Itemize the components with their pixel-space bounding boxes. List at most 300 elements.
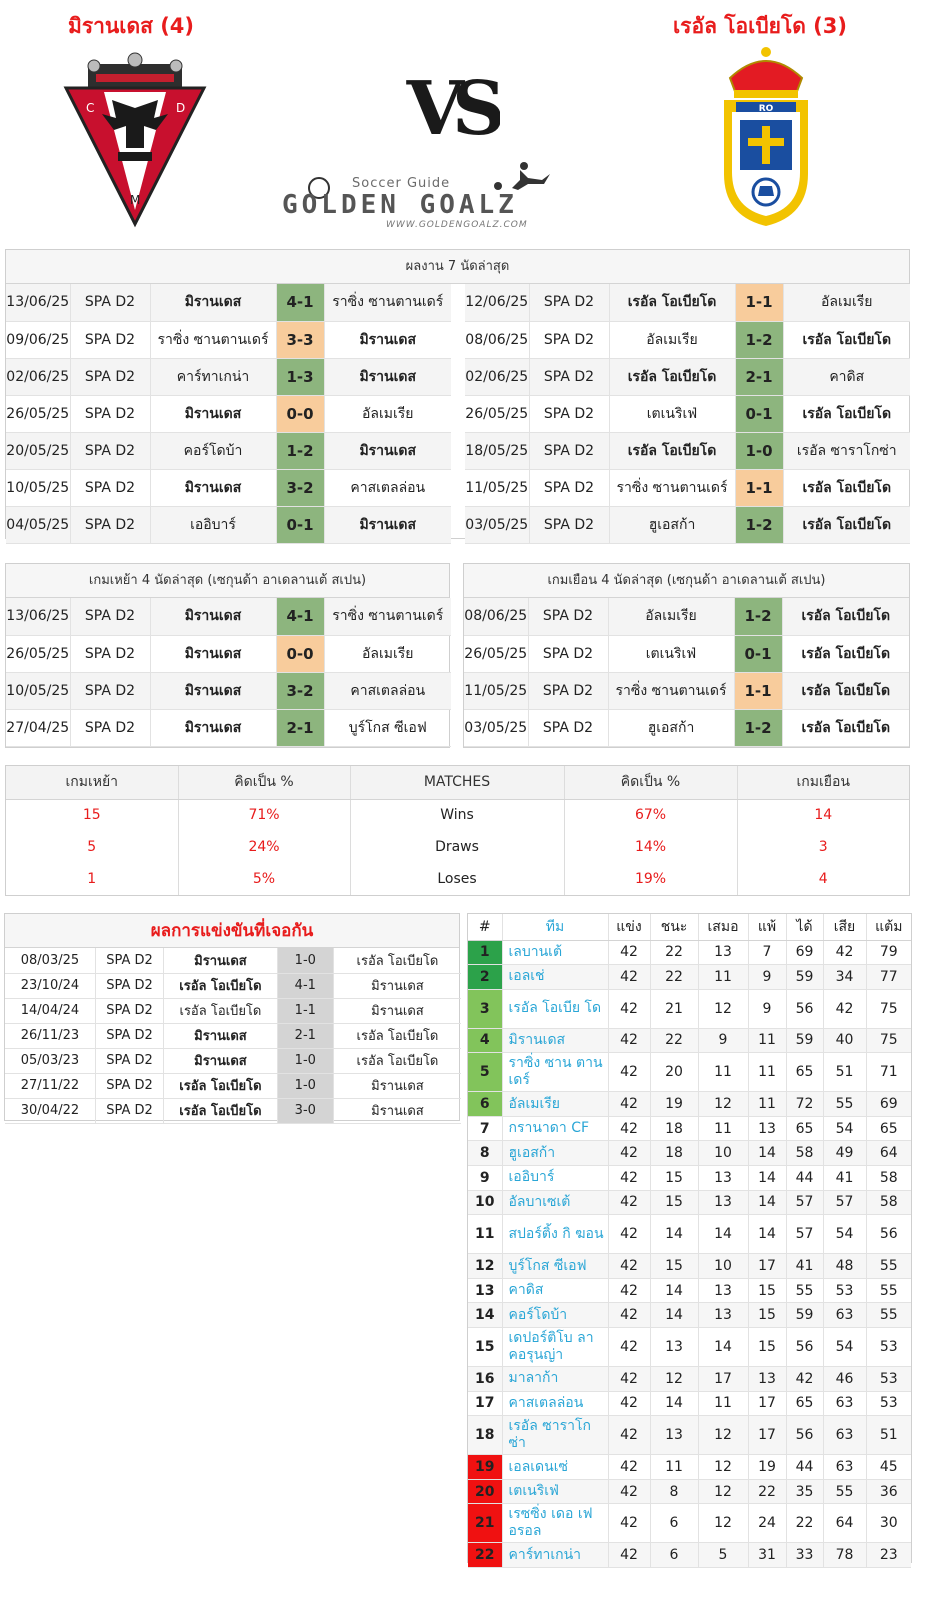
league-won: 15 [650,1190,698,1215]
league-header-row [468,914,911,940]
col-drawn[interactable]: เสมอ [698,914,748,940]
h2h-row[interactable] [5,1023,461,1048]
match-row[interactable] [6,321,451,358]
match-row[interactable] [465,321,910,358]
league-played: 42 [608,1504,650,1543]
h2h-date: 23/10/24 [5,973,95,998]
match-home-team[interactable]: ฮูเอสก้า [609,506,735,543]
league-won: 22 [650,1028,698,1053]
match-date: 02/06/25 [6,358,70,395]
league-position: 16 [468,1367,502,1392]
league-goals-for: 41 [786,1254,823,1279]
league-points: 51 [866,1416,911,1455]
match-away-team[interactable]: ราซิ่ง ซานตานเดร์ [324,598,451,635]
match-competition: SPA D2 [70,395,150,432]
league-lost: 9 [748,965,786,990]
match-home-team[interactable]: มิรานเดส [150,672,276,709]
stats-home-count: 5 [6,831,178,863]
vs-logo [400,66,500,150]
league-played: 42 [608,1141,650,1166]
league-team-name[interactable]: อัลเมเรีย [502,1092,608,1117]
match-away-team[interactable]: เรอัล โอเบียโด [783,395,910,432]
col-goals-for[interactable]: ได้ [786,914,823,940]
col-won[interactable]: ชนะ [650,914,698,940]
league-team-name[interactable]: เอลเดนเซ่ [502,1455,608,1480]
league-goals-against: 63 [823,1391,866,1416]
league-lost: 17 [748,1391,786,1416]
league-row[interactable] [468,1391,911,1416]
league-points: 56 [866,1215,911,1254]
match-away-team[interactable]: คาสเตลล่อน [324,469,451,506]
match-home-team[interactable]: ฮูเอสก้า [608,709,734,746]
brand-subtitle: Soccer Guide [352,176,451,191]
match-score: 0-1 [276,506,324,543]
match-competition: SPA D2 [529,284,609,321]
match-date: 13/06/25 [6,284,70,321]
league-team-name[interactable]: เรอัล โอเบีย โด [502,989,608,1028]
league-won: 6 [650,1504,698,1543]
league-won: 14 [650,1303,698,1328]
col-goals-against[interactable]: เสีย [823,914,866,940]
match-date: 10/05/25 [6,469,70,506]
league-goals-against: 63 [823,1455,866,1480]
match-date: 10/05/25 [6,672,70,709]
match-competition: SPA D2 [70,432,150,469]
league-team-name[interactable]: กรานาดา CF [502,1116,608,1141]
league-row[interactable] [468,1215,911,1254]
league-position: 3 [468,989,502,1028]
league-team-name[interactable]: คาสเตลล่อน [502,1391,608,1416]
match-home-team[interactable]: เออิบาร์ [150,506,276,543]
match-home-team[interactable]: อัลเมเรีย [608,598,734,635]
match-home-team[interactable]: มิรานเดส [150,598,276,635]
stats-row [6,863,909,895]
h2h-score: 3-0 [277,1098,333,1123]
away-last-4-caption: เกมเยือน 4 นัดล่าสุด (เซกุนด้า อาเดลานเต้ สเปน) [464,564,909,598]
league-row[interactable] [468,1328,911,1367]
league-goals-against: 54 [823,1116,866,1141]
h2h-date: 08/03/25 [5,948,95,973]
match-row[interactable] [6,469,451,506]
league-won: 14 [650,1215,698,1254]
league-drawn: 13 [698,1278,748,1303]
away-crest-logo [720,44,812,234]
svg-text:M: M [130,193,141,207]
stats-row [6,831,909,863]
league-goals-for: 69 [786,940,823,965]
stats-home-pct: 24% [178,831,350,863]
stats-away-pct: 14% [564,831,737,863]
league-goals-for: 65 [786,1053,823,1092]
league-position: 2 [468,965,502,990]
match-score: 0-0 [276,395,324,432]
league-won: 6 [650,1543,698,1568]
match-home-team[interactable]: มิรานเดส [150,284,276,321]
match-away-team[interactable]: เรอัล โอเบียโด [782,598,909,635]
match-away-team[interactable]: เรอัล โอเบียโด [782,672,909,709]
league-row[interactable] [468,965,911,990]
league-team-name[interactable]: อัลบาเซเต้ [502,1190,608,1215]
match-home-team[interactable]: คาร์ทาเกน่า [150,358,276,395]
league-goals-against: 55 [823,1479,866,1504]
league-position: 18 [468,1416,502,1455]
league-lost: 7 [748,940,786,965]
kicking-player-icon [488,162,552,192]
h2h-away-team: มิรานเดส [333,1073,461,1098]
match-date: 26/05/25 [6,395,70,432]
league-row[interactable] [468,1543,911,1568]
h2h-date: 27/11/22 [5,1073,95,1098]
match-away-team[interactable]: อัลเมเรีย [324,395,451,432]
match-home-team[interactable]: ราซิ่ง ซานตานเดร์ [150,321,276,358]
match-row[interactable] [465,358,910,395]
match-row[interactable] [6,358,451,395]
league-row[interactable] [468,1455,911,1480]
stats-label: Wins [350,799,564,831]
league-points: 58 [866,1190,911,1215]
league-drawn: 9 [698,1028,748,1053]
h2h-row[interactable] [5,1048,461,1073]
league-played: 42 [608,1254,650,1279]
league-drawn: 11 [698,1391,748,1416]
match-row[interactable] [6,672,451,709]
league-team-name[interactable]: บูร์โกส ซีเอฟ [502,1254,608,1279]
league-drawn: 13 [698,1166,748,1191]
league-team-name[interactable]: เรซซิ่ง เดอ เฟอรอล [502,1504,608,1543]
league-won: 14 [650,1278,698,1303]
league-won: 12 [650,1367,698,1392]
match-away-team[interactable]: เรอัล โอเบียโด [783,469,910,506]
league-row[interactable] [468,1416,911,1455]
match-away-team[interactable]: คาดิส [783,358,910,395]
match-away-team[interactable]: เรอัล โอเบียโด [782,635,909,672]
match-away-team[interactable]: มิรานเดส [324,321,451,358]
stats-home-pct: 5% [178,863,350,895]
stats-table [6,766,909,895]
league-team-name[interactable]: ฮูเอสก้า [502,1141,608,1166]
league-played: 42 [608,965,650,990]
league-position: 1 [468,940,502,965]
league-lost: 14 [748,1215,786,1254]
league-drawn: 10 [698,1141,748,1166]
league-drawn: 12 [698,1092,748,1117]
league-lost: 11 [748,1028,786,1053]
league-row[interactable] [468,1092,911,1117]
match-competition: SPA D2 [529,506,609,543]
match-home-team[interactable]: มิรานเดส [150,469,276,506]
league-position: 17 [468,1391,502,1416]
col-lost[interactable]: แพ้ [748,914,786,940]
away-team-title: เรอัล โอเบียโด (3) [673,14,847,38]
league-row[interactable] [468,1254,911,1279]
match-row[interactable] [6,709,451,746]
match-score: 2-1 [735,358,783,395]
league-played: 42 [608,1416,650,1455]
match-home-team[interactable]: ราซิ่ง ซานตานเดร์ [609,469,735,506]
league-row[interactable] [468,1116,911,1141]
h2h-date: 05/03/23 [5,1048,95,1073]
match-away-team[interactable]: เรอัล โอเบียโด [782,709,909,746]
league-position: 7 [468,1116,502,1141]
h2h-row[interactable] [5,973,461,998]
league-team-name[interactable]: สปอร์ติ้ง กิ ฆอน [502,1215,608,1254]
league-row[interactable] [468,1141,911,1166]
match-row[interactable] [465,284,910,321]
svg-text:VS: VS [406,66,494,150]
league-team-name[interactable]: ราซิ่ง ซาน ตานเดร์ [502,1053,608,1092]
h2h-away-team: เรอัล โอเบียโด [333,948,461,973]
match-row[interactable] [464,672,909,709]
league-goals-for: 56 [786,1416,823,1455]
league-goals-against: 63 [823,1416,866,1455]
match-row[interactable] [464,709,909,746]
league-points: 64 [866,1141,911,1166]
match-score: 2-1 [276,709,324,746]
league-lost: 15 [748,1303,786,1328]
league-won: 15 [650,1254,698,1279]
league-position: 20 [468,1479,502,1504]
match-score: 0-1 [734,635,782,672]
col-position: # [468,914,502,940]
league-goals-against: 51 [823,1053,866,1092]
match-competition: SPA D2 [529,395,609,432]
league-position: 5 [468,1053,502,1092]
league-played: 42 [608,940,650,965]
league-played: 42 [608,1278,650,1303]
league-row[interactable] [468,1053,911,1092]
league-goals-against: 78 [823,1543,866,1568]
league-goals-for: 58 [786,1141,823,1166]
league-lost: 13 [748,1367,786,1392]
match-competition: SPA D2 [528,598,608,635]
stats-label: Draws [350,831,564,863]
match-home-team[interactable]: เรอัล โอเบียโด [609,432,735,469]
league-goals-for: 57 [786,1215,823,1254]
league-lost: 14 [748,1141,786,1166]
match-away-team[interactable]: อัลเมเรีย [324,635,451,672]
league-team-name[interactable]: คาร์ทาเกน่า [502,1543,608,1568]
league-row[interactable] [468,1303,911,1328]
league-team-name[interactable]: เรอัล ซาราโก ซ่า [502,1416,608,1455]
match-competition: SPA D2 [70,635,150,672]
col-team[interactable]: ทีม [502,914,608,940]
league-row[interactable] [468,1190,911,1215]
league-goals-for: 44 [786,1455,823,1480]
league-won: 14 [650,1391,698,1416]
league-goals-against: 41 [823,1166,866,1191]
league-row[interactable] [468,989,911,1028]
svg-text:C: C [86,101,95,115]
league-played: 42 [608,1053,650,1092]
league-row[interactable] [468,940,911,965]
league-drawn: 14 [698,1328,748,1367]
league-lost: 15 [748,1328,786,1367]
stats-label: Loses [350,863,564,895]
match-score: 1-1 [734,672,782,709]
match-home-team[interactable]: ราซิ่ง ซานตานเดร์ [608,672,734,709]
match-home-team[interactable]: เตเนริเฟ่ [609,395,735,432]
match-away-team[interactable]: มิรานเดส [324,506,451,543]
h2h-competition: SPA D2 [95,973,163,998]
league-table [468,914,911,1568]
match-row[interactable] [464,598,909,635]
league-team-name[interactable]: คาดิส [502,1278,608,1303]
match-away-team[interactable]: เรอัล โอเบียโด [783,506,910,543]
h2h-competition: SPA D2 [95,1048,163,1073]
match-date: 20/05/25 [6,432,70,469]
match-home-team[interactable]: อัลเมเรีย [609,321,735,358]
match-competition: SPA D2 [70,358,150,395]
match-date: 08/06/25 [465,321,529,358]
league-goals-against: 46 [823,1367,866,1392]
match-score: 1-2 [735,506,783,543]
league-points: 77 [866,965,911,990]
h2h-row[interactable] [5,1098,461,1123]
match-row[interactable] [465,395,910,432]
h2h-row[interactable] [5,948,461,973]
match-row[interactable] [6,598,451,635]
league-points: 58 [866,1166,911,1191]
match-competition: SPA D2 [528,635,608,672]
match-row[interactable] [6,395,451,432]
league-points: 75 [866,1028,911,1053]
match-row[interactable] [6,635,451,672]
league-won: 15 [650,1166,698,1191]
h2h-home-team: มิรานเดส [164,1048,277,1073]
league-points: 23 [866,1543,911,1568]
league-goals-for: 56 [786,989,823,1028]
match-row[interactable] [6,284,451,321]
match-home-team[interactable]: เตเนริเฟ่ [608,635,734,672]
league-points: 71 [866,1053,911,1092]
h2h-date: 30/04/22 [5,1098,95,1123]
match-home-team[interactable]: มิรานเดส [150,709,276,746]
match-away-team[interactable]: เรอัล ซาราโกซ่า [783,432,910,469]
match-away-team[interactable]: ราซิ่ง ซานตานเดร์ [324,284,451,321]
league-lost: 19 [748,1455,786,1480]
stats-away-count: 4 [818,871,828,887]
league-row[interactable] [468,1479,911,1504]
col-points[interactable]: แต้ม [866,914,911,940]
match-home-team[interactable]: คอร์โดบ้า [150,432,276,469]
h2h-row[interactable] [5,1073,461,1098]
h2h-score: 1-0 [277,1073,333,1098]
away-crest-letters: RO [758,104,774,114]
match-date: 08/06/25 [464,598,528,635]
golden-goalz-brand [282,162,620,232]
match-row[interactable] [465,469,910,506]
league-row[interactable] [468,1028,911,1053]
match-row[interactable] [464,635,909,672]
league-played: 42 [608,1455,650,1480]
away-last-4-section [463,563,910,748]
league-team-name[interactable]: มิรานเดส [502,1028,608,1053]
h2h-competition: SPA D2 [95,948,163,973]
league-position: 21 [468,1504,502,1543]
match-row[interactable] [6,432,451,469]
league-goals-for: 59 [786,1028,823,1053]
league-team-name[interactable]: เอลเช่ [502,965,608,990]
league-team-name[interactable]: คอร์โดบ้า [502,1303,608,1328]
league-lost: 9 [748,989,786,1028]
league-row[interactable] [468,1278,911,1303]
stats-header-home: เกมเหย้า [6,766,178,799]
match-row[interactable] [465,506,910,543]
league-goals-against: 57 [823,1190,866,1215]
match-competition: SPA D2 [70,709,150,746]
league-won: 18 [650,1141,698,1166]
league-lost: 11 [748,1092,786,1117]
league-won: 18 [650,1116,698,1141]
stats-home-count: 1 [6,863,178,895]
league-points: 55 [866,1278,911,1303]
league-row[interactable] [468,1504,911,1543]
match-away-team[interactable]: คาสเตลล่อน [324,672,451,709]
league-row[interactable] [468,1166,911,1191]
league-won: 13 [650,1328,698,1367]
league-played: 42 [608,1303,650,1328]
league-points: 75 [866,989,911,1028]
home-last-4-table [6,598,451,747]
stats-away-pct: 19% [564,863,737,895]
league-team-name[interactable]: เตเนริเฟ่ [502,1479,608,1504]
match-score: 0-1 [735,395,783,432]
league-drawn: 12 [698,1504,748,1543]
stats-header-matches: MATCHES [350,766,564,799]
match-date: 03/05/25 [465,506,529,543]
match-row[interactable] [465,432,910,469]
h2h-date: 14/04/24 [5,998,95,1023]
match-away-team[interactable]: เรอัล โอเบียโด [783,321,910,358]
match-score: 1-3 [276,358,324,395]
h2h-home-team: เรอัล โอเบียโด [164,973,277,998]
league-points: 45 [866,1455,911,1480]
stats-header-home-pct: คิดเป็น % [178,766,350,799]
league-team-name[interactable]: เออิบาร์ [502,1166,608,1191]
league-goals-for: 55 [786,1278,823,1303]
league-team-name[interactable]: เลบานเต้ [502,940,608,965]
league-goals-for: 72 [786,1092,823,1117]
league-points: 79 [866,940,911,965]
match-home-team[interactable]: มิรานเดส [150,635,276,672]
league-goals-against: 54 [823,1215,866,1254]
league-goals-for: 59 [786,965,823,990]
league-team-name[interactable]: เดปอร์ติโบ ลา คอรุนญ่า [502,1328,608,1367]
league-row[interactable] [468,1367,911,1392]
league-lost: 14 [748,1190,786,1215]
league-goals-for: 44 [786,1166,823,1191]
league-goals-for: 42 [786,1367,823,1392]
match-row[interactable] [6,506,451,543]
league-team-name[interactable]: มาลาก้า [502,1367,608,1392]
h2h-row[interactable] [5,998,461,1023]
match-home-team[interactable]: เรอัล โอเบียโด [609,358,735,395]
league-goals-against: 48 [823,1254,866,1279]
match-away-team[interactable]: มิรานเดส [324,358,451,395]
col-played[interactable]: แข่ง [608,914,650,940]
stats-home-pct: 71% [178,799,350,831]
match-home-team[interactable]: เรอัล โอเบียโด [609,284,735,321]
match-away-team[interactable]: บูร์โกส ซีเอฟ [324,709,451,746]
league-points: 55 [866,1254,911,1279]
match-away-team[interactable]: อัลเมเรีย [783,284,910,321]
match-home-team[interactable]: มิรานเดส [150,395,276,432]
match-score: 0-0 [276,635,324,672]
away-last-7-table [465,284,910,544]
match-away-team[interactable]: มิรานเดส [324,432,451,469]
league-played: 42 [608,1166,650,1191]
league-position: 14 [468,1303,502,1328]
